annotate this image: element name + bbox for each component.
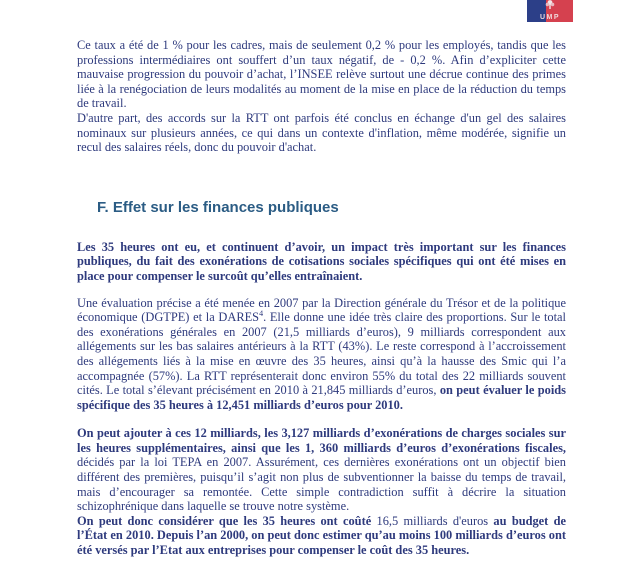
paragraph-cout-35-heures: On peut donc considérer que les 35 heures ont coûté 16,5 milliards d'euros au budget de l’État en 2010. Depuis l’an 2000, on peut donc estimer qu’au moins 100 milliards d’euros ont été versés par l’Etat aux entreprises pour compenser le coût des 35 heures. [77, 513, 567, 558]
ump-logo [527, 0, 573, 22]
paragraph-accords-rtt: D'autre part, des accords sur la RTT ont parfois été conclus en échange d'un gel des salaires nominaux sur plusieurs années, ce qui dans un contexte d'inflation, même modérée, signifie un recul des salaires réels, donc du pouvoir d'achat. [77, 110, 566, 155]
paragraph-evaluation-dgtpe: Une évaluation précise a été menée en 2007 par la Direction générale du Trésor et de la politique économique (DGTPE) et la DARES$^4$. Elle donne une idée très claire des proportions. Sur le total des exonérations générales en 2007 (21,5 milliards d’euros), 9 milliards correspondent aux allégements sur les bas salaires antérieurs à la RTT (43%). Le reste correspond à l’accroissement des allégements liés à la mise en œuvre des 35 heures, ainsi qu’à la hausse des Smic qui l’a accompagnée (57%). La RTT représenterait donc environ 55% du total des 22 milliards souvent cités. Le total s’élevant précisément en 2010 à 21,845 milliards d’euros, on peut évaluer le poids spécifique des 35 heures à 12,451 milliards d’euros pour 2010. [77, 295, 566, 412]
paragraph-taux-cadres: Ce taux a été de 1 % pour les cadres, mais de seulement 0,2 % pour les employés, tandis que les professions intermédiaires ont souffert d’un taux négatif, de - 0,2 %. Afin d’expliciter cette mauvaise progression du pouvoir d’achat, l’INSEE relève surtout une décrue continue des primes liée à la renégociation de leurs modalités au moment de la mise en place de la réduction du temps de travail. [77, 38, 566, 111]
ump-tree-icon [544, 0, 556, 10]
document-body [77, 38, 566, 558]
ump-logo-label: UMP [539, 14, 561, 21]
section-heading-finances-publiques: F. Effet sur les finances publiques [97, 198, 339, 216]
paragraph-impact-finances: Les 35 heures ont eu, et continuent d’avoir, un impact très important sur les finances publiques, du fait des exonérations de cotisations sociales spécifiques qui ont été mises en place pour compenser le surcoût qu’elles entraînaient. [77, 239, 566, 283]
paragraph-exonerations-tepa: On peut ajouter à ces 12 milliards, les 3,127 milliards d’exonérations de charges sociales sur les heures supplémentaires, ainsi que les 1, 360 milliards d’euros d’exonérations fiscales, décidés par la loi TEPA en 2007. Assurément, ces dernières exonérations ont un objectif bien différent des premières, puisqu’il s’agit non plus de subventionner la baisse du temps de travail, mais d’encourager sa remontée. Cette simple contradiction suffit à décrire la situation schizophrénique dans laquelle se trouve notre système. [77, 426, 566, 514]
